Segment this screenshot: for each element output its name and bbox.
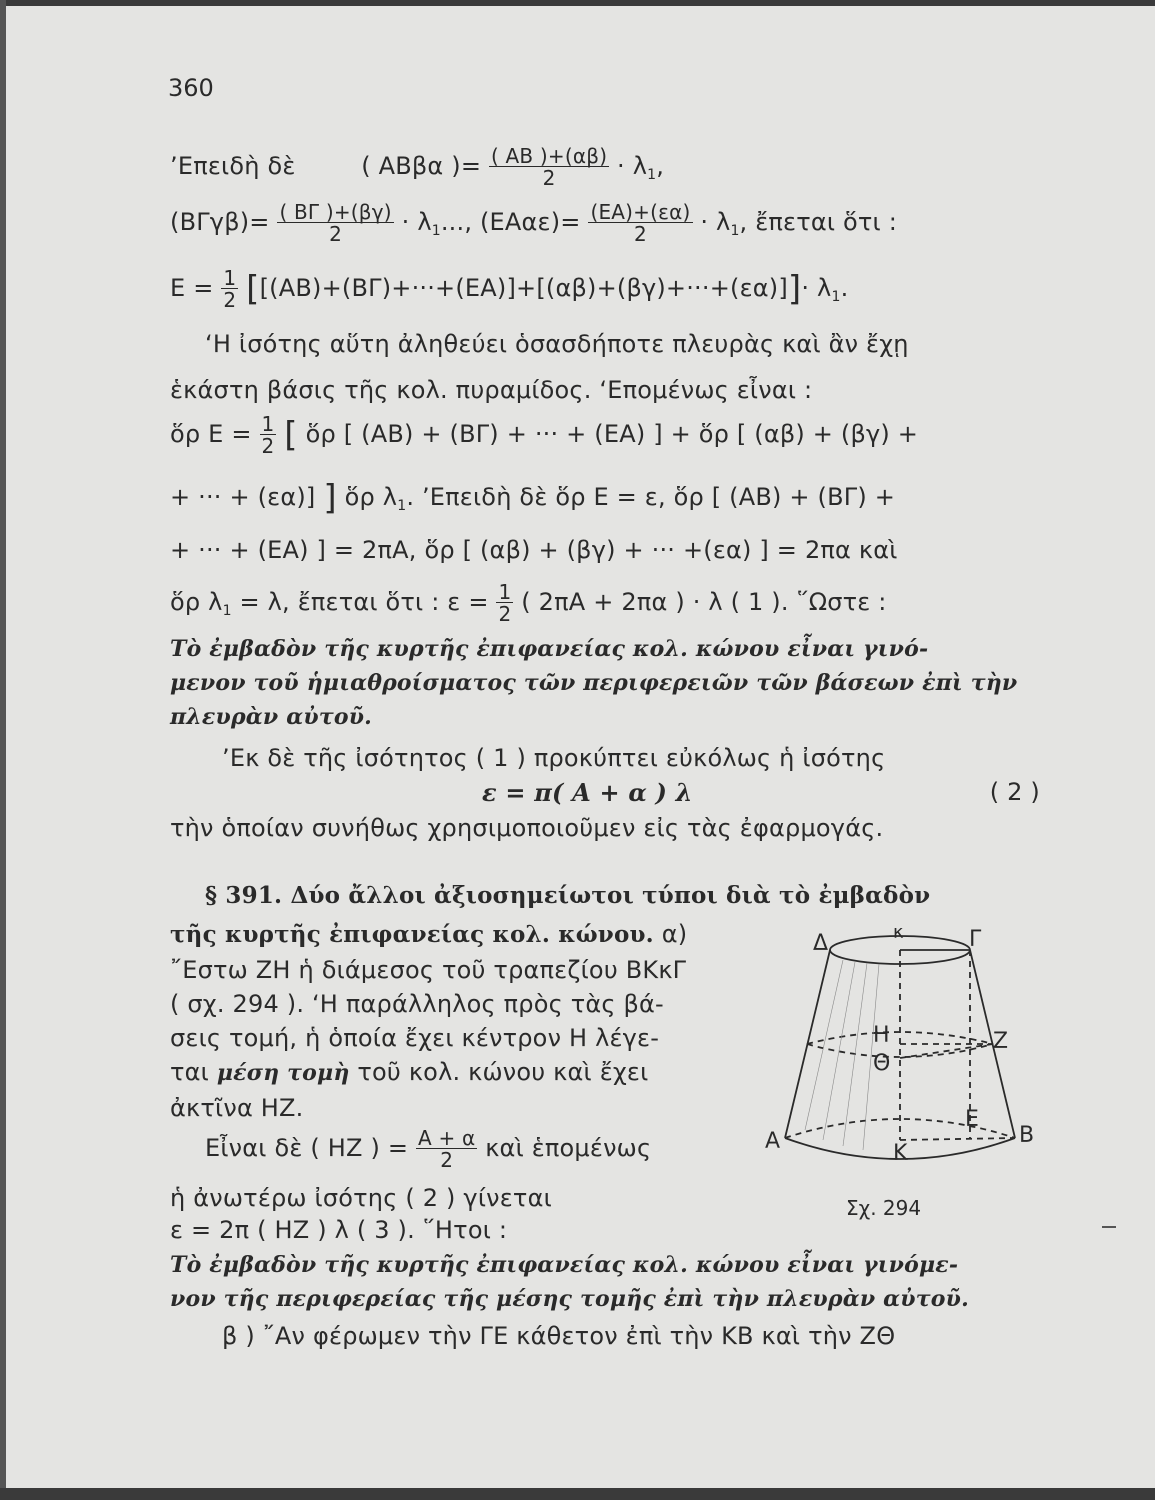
equation-line-1 — [170, 146, 664, 188]
equation-number: ( 2 ) — [989, 778, 1040, 806]
text: (ΒΓγβ) — [170, 208, 250, 236]
fraction: $\frac{A + \alpha}{2}$ — [418, 1126, 476, 1172]
formula: ε = π( Α + α ) λ — [482, 778, 693, 807]
label-k: κ — [893, 922, 904, 943]
bracket: [ — [246, 269, 260, 309]
label-Z: Ζ — [993, 1029, 1009, 1054]
para-line-1: ῎Εστω ΖΗ ἡ διάμεσος τοῦ τραπεζίου ΒΚκΓ — [170, 956, 687, 984]
subscript: 1 — [831, 289, 841, 305]
subscript: 1 — [431, 223, 441, 239]
label-K: Κ — [893, 1141, 908, 1166]
label-B: Β — [1019, 1123, 1035, 1148]
text: . ’Επειδὴ δὲ ὅρ Ε = ε, ὅρ [ (ΑΒ) + (ΒΓ) + — [406, 483, 896, 511]
text: · λ — [617, 152, 648, 180]
label-D: Δ — [813, 931, 829, 956]
subscript: 1 — [730, 223, 740, 239]
para-line-2: ( σχ. 294 ). ‘Η παράλληλος πρὸς τὰς βά- — [170, 990, 664, 1018]
theorem-1-line-3: πλευρὰν αὐτοῦ. — [170, 704, 373, 730]
equation-line-6 — [170, 414, 918, 456]
text-line-4: ‘Η ἰσότης αὕτη ἀληθεύει ὁσασδήποτε πλευρὰς καὶ ἂν ἔχῃ — [205, 330, 909, 358]
fraction: $\frac{1}{2}$ — [261, 412, 275, 458]
text: ὅρ λ — [170, 588, 223, 616]
text-line-15: τὴν ὁποίαν συνήθως χρησιμοποιοῦμεν εἰς τὰς ἐφαρμογάς. — [170, 814, 884, 842]
text: α) — [653, 920, 688, 948]
label-Th: Θ — [873, 1051, 891, 1076]
para-line-4 — [170, 1058, 648, 1086]
equation-line-7 — [170, 478, 895, 518]
text: ( 2πΑ + 2πα ) · λ ( 1 ). ῞Ωστε : — [521, 588, 887, 616]
fraction: $\frac{1}{2}$ — [223, 266, 237, 312]
text-line-5: ἑκάστη βάσις τῆς κολ. πυραμίδος. ‘Επομένως εἶναι : — [170, 376, 813, 404]
text: Εἶναι δὲ ( ΗΖ ) = — [205, 1134, 409, 1162]
text: ὅρ [ (ΑΒ) + (ΒΓ) + ··· + (ΕΑ) ] + ὅρ [ (αβ) + (βγ) + — [305, 420, 919, 448]
text: = λ, ἔπεται ὅτι : ε = — [231, 588, 489, 616]
emphasis: μέση τομὴ — [216, 1060, 350, 1086]
text: τῆς κυρτῆς ἐπιφανείας κολ. κώνου. — [170, 921, 654, 948]
equation-line-3 — [170, 268, 848, 310]
text: · λ — [700, 208, 731, 236]
text: τοῦ κολ. κώνου καὶ ἔχει — [349, 1058, 649, 1086]
equation-line-2 — [170, 202, 897, 244]
text: + ··· + (εα)] — [170, 483, 316, 511]
segment-ZTh — [900, 1044, 993, 1058]
margin-mark — [1102, 1226, 1116, 1228]
text: [(ΑΒ)+(ΒΓ)+···+(ΕΑ)]+[(αβ)+(βγ)+···+(εα)] — [259, 274, 788, 302]
para-line-3: σεις τομή, ἡ ὁποία ἔχει κέντρον Η λέγε- — [170, 1024, 660, 1052]
text-line-27: β ) ῎Αν φέρωμεν τὴν ΓΕ κάθετον ἐπὶ τὴν ΚΒ καὶ τὴν ΖΘ — [222, 1322, 896, 1350]
page-number: 360 — [168, 74, 214, 102]
text: ’Επειδὴ δὲ — [170, 152, 296, 180]
text: ὅρ Ε = — [170, 420, 252, 448]
radius-KB — [900, 1138, 1015, 1140]
text: Ε = — [170, 274, 214, 302]
para-line-8: ε = 2π ( ΗΖ ) λ ( 3 ). ῞Ητοι : — [170, 1216, 508, 1244]
subscript: 1 — [222, 603, 232, 619]
theorem-1-line-2: μενον τοῦ ἡμιαθροίσματος τῶν περιφερειῶν τῶν βάσεων ἐπὶ τὴν — [170, 670, 1018, 696]
text: , — [656, 152, 665, 180]
label-A: Α — [765, 1129, 781, 1154]
fraction: $\frac{( AB )+(\alpha\beta)}{2}$ — [490, 144, 608, 190]
subscript: 1 — [647, 167, 657, 183]
subscript: 1 — [397, 498, 407, 514]
text: = — [560, 208, 581, 236]
text: ( ΑΒβα ) — [361, 152, 461, 180]
text: , ἔπεται ὅτι : — [739, 208, 897, 236]
label-E: Ε — [965, 1107, 979, 1132]
bracket: ] — [323, 478, 337, 518]
para-line-6 — [205, 1128, 651, 1170]
scan-border-left — [0, 0, 6, 1500]
text: = — [249, 208, 270, 236]
text-line-13: ’Εκ δὲ τῆς ἰσότητος ( 1 ) προκύπτει εὐκόλως ἡ ἰσότης — [222, 744, 886, 772]
text: ὅρ λ — [344, 483, 398, 511]
fraction: $\frac{(EA)+(\varepsilon\alpha)}{2}$ — [590, 200, 691, 246]
truncated-cone-figure — [765, 920, 1045, 1180]
section-heading: § 391. Δύο ἄλλοι ἀξιοσημείωτοι τύποι διὰ τὸ ἐμβαδὸν — [205, 882, 931, 909]
label-G: Γ — [969, 927, 982, 952]
para-line-5: ἀκτῖνα ΗΖ. — [170, 1094, 304, 1122]
figure-caption: Σχ. 294 — [846, 1196, 922, 1220]
scan-border-top — [0, 0, 1155, 6]
theorem-1-line-1: Τὸ ἐμβαδὸν τῆς κυρτῆς ἐπιφανείας κολ. κώνου εἶναι γινό- — [170, 636, 929, 662]
text: · λ — [801, 274, 832, 302]
bracket: [ — [284, 415, 298, 455]
section-heading-line-2 — [170, 920, 687, 948]
equation-line-8: + ··· + (ΕΑ) ] = 2πΑ, ὅρ [ (αβ) + (βγ) + ··· +(εα) ] = 2πα καὶ — [170, 536, 898, 564]
text: = — [460, 152, 482, 180]
fraction: $\frac{1}{2}$ — [498, 580, 512, 626]
equation-line-9 — [170, 582, 887, 624]
text: ..., (ΕΑαε) — [440, 208, 561, 236]
scan-border-bottom — [0, 1488, 1155, 1500]
label-H: Η — [873, 1023, 890, 1048]
text: ται — [170, 1058, 217, 1086]
text: . — [840, 274, 849, 302]
text: · λ — [401, 208, 432, 236]
fraction: $\frac{( B\Gamma )+(\beta\gamma)}{2}$ — [279, 200, 392, 246]
bracket: ] — [787, 269, 802, 309]
theorem-2-line-2: νον τῆς περιφερείας τῆς μέσης τομῆς ἐπὶ τὴν πλευρὰν αὐτοῦ. — [170, 1286, 969, 1312]
text: καὶ ἑπομένως — [485, 1134, 652, 1162]
theorem-2-line-1: Τὸ ἐμβαδὸν τῆς κυρτῆς ἐπιφανείας κολ. κώνου εἶναι γινόμε- — [170, 1252, 959, 1278]
para-line-7: ἡ ἀνωτέρω ἰσότης ( 2 ) γίνεται — [170, 1184, 552, 1212]
